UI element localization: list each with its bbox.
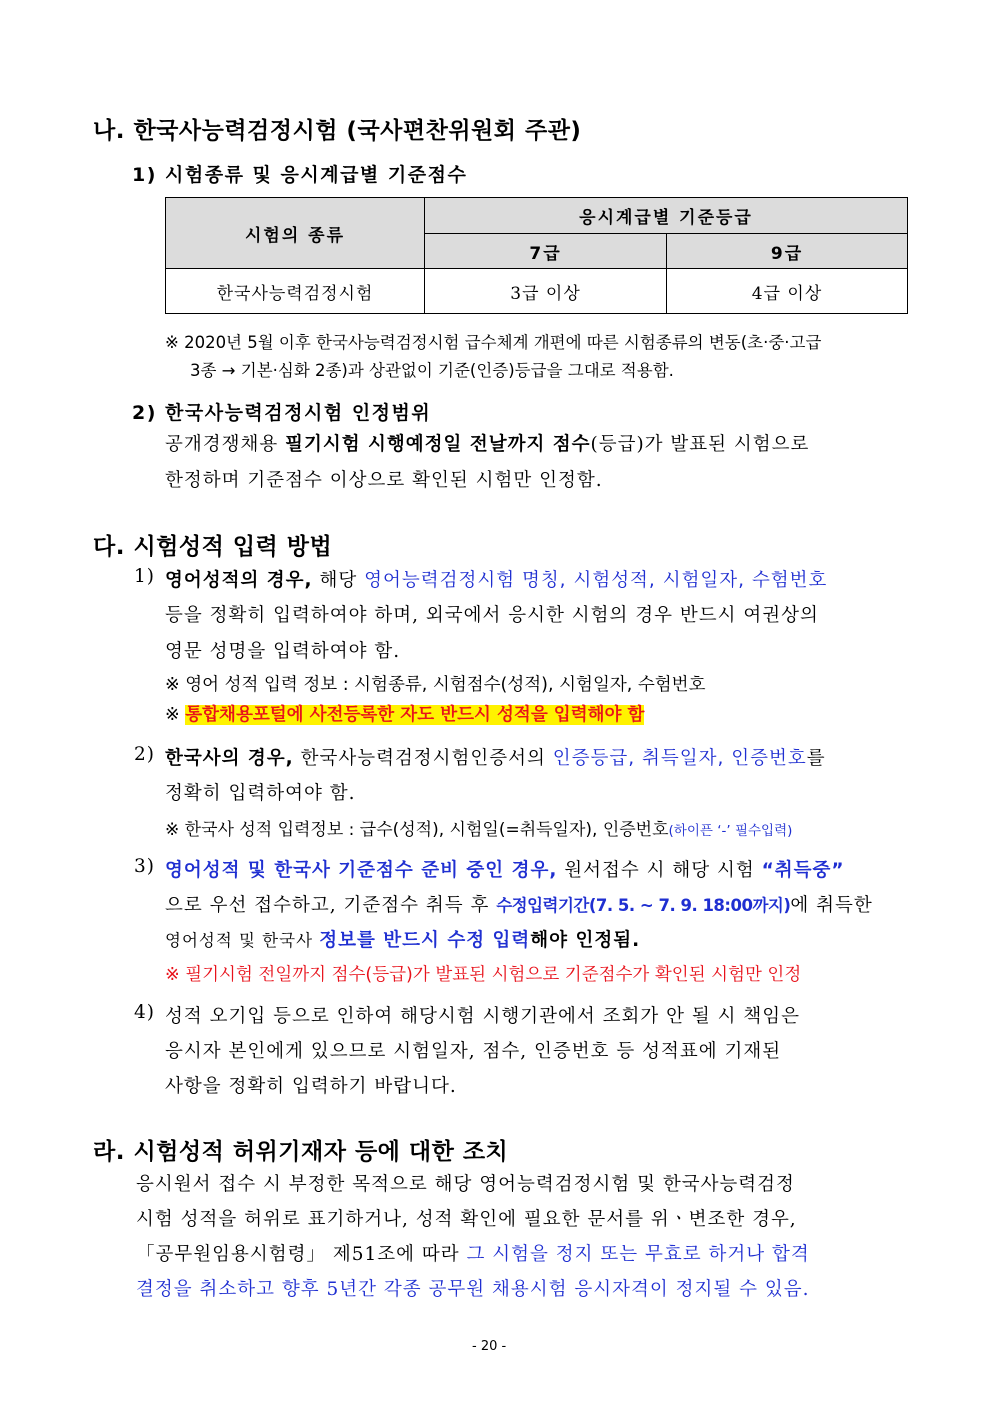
penalty-line4: 결정을 취소하고 향후 5년간 각종 공무원 채용시험 응시자격이 정지될 수 있음. [136, 1279, 810, 1300]
recognition-text-line1: 공개경쟁채용 필기시험 시행예정일 전날까지 점수(등급)가 발표된 시험으로 [165, 434, 810, 455]
item1-line2: 등을 정확히 입력하여야 하며, 외국에서 응시한 시험의 경우 반드시 여권상의 [165, 605, 819, 626]
item1-line3: 영문 성명을 입력하여야 함. [165, 641, 401, 662]
item1-line1: 영어성적의 경우, 해당 영어능력검정시험 명칭, 시험성적, 시험일자, 수험번호 [165, 570, 828, 591]
hyphen-required-note: (하이픈 ‘-’ 필수입력) [668, 823, 793, 839]
item2-note: ※ 한국사 성적 입력정보 : 급수(성적), 시험일(=취득일자), 인증번호(하이픈 ‘-’ 필수입력) [165, 820, 793, 840]
item4-line1: 성적 오기입 등으로 인하여 해당시험 시행기관에서 조회가 안 될 시 책임은 [165, 1006, 800, 1027]
cell-grade-9-value: 4급 이상 [667, 269, 908, 314]
subheading-exam-types: 1) 시험종류 및 응시계급별 기준점수 [132, 164, 468, 186]
english-required-fields: 영어능력검정시험 명칭, 시험성적, 시험일자, 수험번호 [364, 570, 828, 591]
item3-line1: 영어성적 및 한국사 기준점수 준비 중인 경우, 원서접수 시 해당 시험 “취득중” [165, 860, 845, 881]
item3-line2: 으로 우선 접수하고, 기준점수 취득 후 수정입력기간(7. 5. ~ 7. 9. 18:00까지)에 취득한 [165, 895, 873, 916]
item2-line1: 한국사의 경우, 한국사능력검정시험인증서의 인증등급, 취득일자, 인증번호를 [165, 748, 826, 769]
note-grade-system-line1: ※ 2020년 5월 이후 한국사능력검정시험 급수체계 개편에 따른 시험종류의 변동(초·중·고급 [165, 333, 822, 352]
item1-note-english-info: ※ 영어 성적 입력 정보 : 시험종류, 시험점수(성적), 시험일자, 수험번호 [165, 675, 706, 695]
page-number: - 20 - [472, 1339, 507, 1354]
cell-grade-7-value: 3급 이상 [425, 269, 667, 314]
penalty-line1: 응시원서 접수 시 부정한 목적으로 해당 영어능력검정시험 및 한국사능력검정 [136, 1174, 795, 1195]
recognition-emphasis: 필기시험 시행예정일 전날까지 점수 [285, 434, 591, 455]
section-heading-da: 다. 시험성적 입력 방법 [93, 534, 333, 560]
penalty-line3: 「공무원임용시험령」 제51조에 따라 그 시험을 정지 또는 무효로 하거나 합격 [136, 1244, 810, 1265]
item2-number: 2) [134, 744, 155, 765]
item3-line3: 영어성적 및 한국사 정보를 반드시 수정 입력해야 인정됨. [165, 930, 641, 951]
penalty-line2: 시험 성적을 허위로 표기하거나, 성적 확인에 필요한 문서를 위ㆍ변조한 경우, [136, 1209, 797, 1230]
section-heading-na: 나. 한국사능력검정시험 (국사편찬위원회 주관) [93, 118, 582, 144]
must-revise-emphasis: 정보를 반드시 수정 입력 [319, 930, 531, 951]
highlighted-warning: 통합채용포털에 사전등록한 자도 반드시 성적을 입력해야 함 [185, 705, 645, 725]
item1-note-highlight: ※ 통합채용포털에 사전등록한 자도 반드시 성적을 입력해야 함 [165, 705, 645, 725]
subheading-recognition-range: 2) 한국사능력검정시험 인정범위 [132, 402, 432, 424]
cell-exam-name: 한국사능력검정시험 [166, 269, 425, 314]
in-progress-status: “취득중” [761, 860, 845, 881]
note-grade-system-line2: 3종 → 기본·심화 2종)과 상관없이 기준(인증)등급을 그대로 적용함. [190, 361, 674, 380]
header-grade-group: 응시계급별 기준등급 [425, 198, 908, 234]
revision-period: 수정입력기간(7. 5. ~ 7. 9. 18:00까지) [496, 896, 791, 915]
item3-note: ※ 필기시험 전일까지 점수(등급)가 발표된 시험으로 기준점수가 확인된 시험만 인정 [165, 965, 802, 985]
item4-line3: 사항을 정확히 입력하기 바랍니다. [165, 1076, 457, 1097]
item2-line2: 정확히 입력하여야 함. [165, 783, 356, 804]
standard-score-table [165, 197, 908, 314]
section-heading-ra: 라. 시험성적 허위기재자 등에 대한 조치 [93, 1139, 509, 1165]
header-grade-9: 9급 [667, 234, 908, 269]
item3-number: 3) [134, 856, 155, 877]
header-exam-type: 시험의 종류 [166, 198, 425, 269]
item1-number: 1) [134, 566, 155, 587]
item4-line2: 응시자 본인에게 있으므로 시험일자, 점수, 인증번호 등 성적표에 기재된 [165, 1041, 782, 1062]
korean-history-required-fields: 인증등급, 취득일자, 인증번호 [552, 748, 807, 769]
recognition-text-line2: 한정하며 기준점수 이상으로 확인된 시험만 인정함. [165, 470, 603, 491]
item4-number: 4) [134, 1002, 155, 1023]
penalty-consequence: 그 시험을 정지 또는 무효로 하거나 합격 [466, 1244, 810, 1265]
header-grade-7: 7급 [425, 234, 667, 269]
